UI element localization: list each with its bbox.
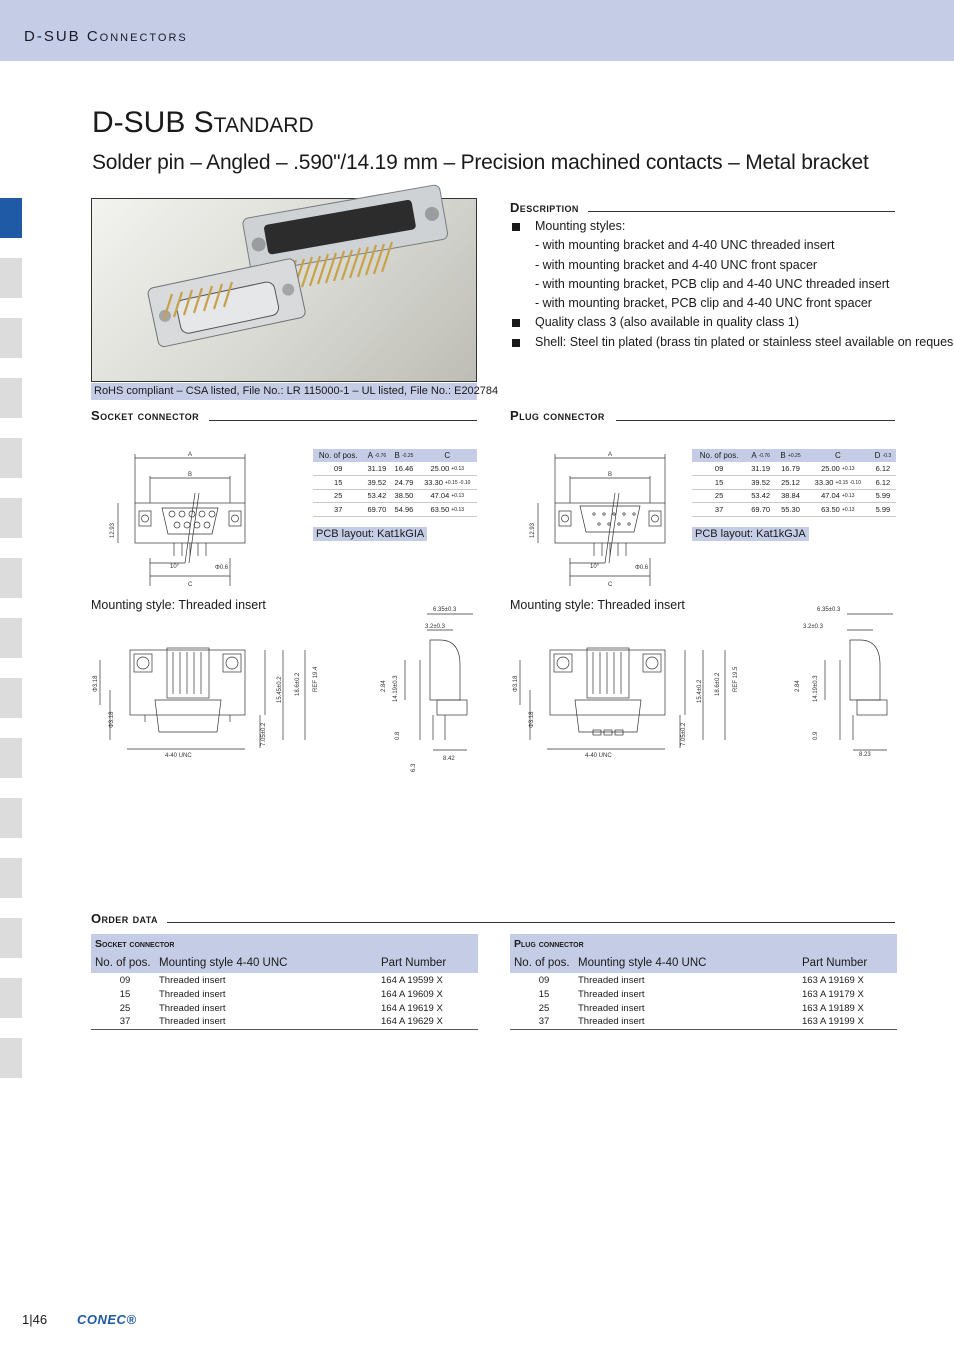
side-tab[interactable] (0, 918, 22, 958)
dim-label-s1: 6.35±0.3 (817, 607, 841, 613)
dim-label-s3: 2.84 (795, 680, 801, 692)
socket-pcb-layout: PCB layout: Kat1kGIA (313, 527, 427, 541)
description-item: Shell: Steel tin plated (brass tin plated or stainless steel available on reques (510, 333, 954, 352)
side-tab[interactable] (0, 558, 22, 598)
table-row: 09 31.19 16.79 25.00 +0.13 6.12 (692, 462, 896, 476)
column-header: No. of pos. (313, 449, 363, 462)
side-tab[interactable] (0, 438, 22, 478)
plug-dimension-table (692, 449, 896, 517)
column-header: No. of pos. (510, 953, 574, 973)
conec-logo: CONEC® (77, 1312, 137, 1327)
plug-front-drawing (520, 448, 680, 590)
side-tab-active[interactable] (0, 198, 22, 238)
socket-heading: Socket connector (91, 408, 200, 423)
dim-label-angle: 10° (590, 564, 600, 570)
side-tab[interactable] (0, 498, 22, 538)
dim-label-d1: Φ3.18 (513, 675, 519, 692)
table-row: 09 31.19 16.46 25.00 +0.13 (313, 462, 477, 476)
dim-label-d2: Φ3.18 (109, 711, 115, 728)
order-group-title: Plug connector (510, 934, 897, 953)
table-row: 09 Threaded insert 164 A 19599 X (91, 973, 478, 987)
dim-label-a: A (608, 452, 613, 458)
table-row: 25 53.42 38.84 47.04 +0.13 5.99 (692, 489, 896, 503)
description-item: Quality class 3 (also available in quality class 1) (510, 313, 954, 332)
description-subitem: - with mounting bracket, PCB clip and 4-40 UNC threaded insert (535, 276, 890, 291)
column-header: No. of pos. (692, 449, 746, 462)
dim-label-angle: 10° (170, 564, 180, 570)
dim-label-w3: REF 19.4 (313, 666, 319, 692)
table-row: 15 39.52 24.79 33.30 +0.15 -0.10 (313, 476, 477, 490)
page-title: D-SUB Standard (92, 106, 314, 139)
plug-heading: Plug connector (510, 408, 605, 423)
dim-label-s5: 0.8 (395, 731, 401, 740)
part-number: 163 A 19189 X (802, 1002, 864, 1014)
side-tab[interactable] (0, 978, 22, 1018)
dim-label-c: C (188, 582, 193, 588)
dim-label-w4: 7.05±0.2 (681, 722, 687, 746)
side-tab[interactable] (0, 678, 22, 718)
dim-label-s6: 8.42 (443, 756, 455, 762)
side-tab[interactable] (0, 1038, 22, 1078)
table-row: 25 53.42 38.50 47.04 +0.13 (313, 489, 477, 503)
dim-label-b: B (608, 472, 613, 478)
socket-front-drawing (100, 448, 260, 590)
dim-label-h: 12.93 (110, 522, 116, 538)
part-number: 164 A 19609 X (381, 988, 443, 1000)
description-list (510, 217, 954, 352)
socket-dimension-table (313, 449, 477, 517)
table-row: 37 Threaded insert 163 A 19199 X (510, 1015, 897, 1029)
connector-illustration (92, 199, 478, 383)
dim-label-w1: 15.45±0.2 (277, 676, 283, 703)
column-header: C (806, 449, 870, 462)
order-heading: Order data (91, 911, 158, 926)
table-row: 37 69.70 54.96 63.50 +0.13 (313, 503, 477, 517)
dim-label-dia: Φ0.6 (635, 565, 649, 571)
dim-label-unc: 4-40 UNC (585, 753, 612, 759)
table-row: 15 Threaded insert 163 A 19179 X (510, 987, 897, 1001)
dim-label-c: C (608, 582, 613, 588)
column-header: Part Number (377, 953, 478, 973)
column-header: A -0.76 (363, 449, 390, 462)
bullet-icon (512, 223, 520, 231)
section-divider (616, 420, 895, 421)
description-item: Mounting styles: (510, 217, 954, 236)
section-divider (167, 922, 895, 923)
product-photo (91, 198, 477, 382)
side-tab[interactable] (0, 618, 22, 658)
dim-label-unc: 4-40 UNC (165, 753, 192, 759)
column-header: B +0.25 (775, 449, 806, 462)
table-row: 25 Threaded insert 164 A 19619 X (91, 1001, 478, 1015)
table-row: 37 Threaded insert 164 A 19629 X (91, 1015, 478, 1029)
description-subitem: - with mounting bracket and 4-40 UNC front spacer (535, 257, 818, 272)
column-header: B -0.25 (390, 449, 417, 462)
plug-order-table (510, 934, 897, 1030)
dim-label-dia: Φ0.6 (215, 565, 229, 571)
table-header-row (313, 449, 477, 462)
plug-pcb-layout: PCB layout: Kat1kGJA (692, 527, 809, 541)
description-subitem: - with mounting bracket, PCB clip and 4-40 UNC front spacer (535, 296, 872, 311)
section-title: D-SUB Connectors (24, 28, 188, 45)
order-group-title: Socket connector (91, 934, 478, 953)
description-heading: Description (510, 200, 579, 215)
table-header-row (692, 449, 896, 462)
dim-label-s3: 2.84 (381, 680, 387, 692)
side-tab[interactable] (0, 858, 22, 898)
page-subtitle: Solder pin – Angled – .590"/14.19 mm – Precision machined contacts – Metal bracket (92, 151, 869, 174)
dim-label-a: A (188, 452, 193, 458)
bullet-icon (512, 339, 520, 347)
plug-mounting-side-drawing (795, 600, 905, 770)
socket-mounting-caption: Mounting style: Threaded insert (91, 598, 266, 612)
socket-mounting-side-drawing (381, 600, 485, 775)
column-header: Part Number (798, 953, 897, 973)
part-number: 164 A 19629 X (377, 1015, 478, 1029)
table-row: 15 39.52 25.12 33.30 +0.15 -0.10 6.12 (692, 476, 896, 490)
bullet-icon (512, 319, 520, 327)
part-number: 163 A 19179 X (802, 988, 864, 1000)
side-tab[interactable] (0, 798, 22, 838)
part-number: 164 A 19619 X (381, 1002, 443, 1014)
plug-mounting-front-drawing (505, 630, 745, 765)
page-number: 1|46 (22, 1312, 48, 1327)
side-tab[interactable] (0, 318, 22, 358)
section-divider (588, 211, 895, 212)
dim-label-s2: 3.2±0.3 (425, 624, 445, 630)
socket-order-table (91, 934, 478, 1030)
dim-label-w2: 18.6±0.2 (715, 672, 721, 696)
dim-label-s1: 6.35±0.3 (433, 607, 457, 613)
column-header: A -0.76 (746, 449, 775, 462)
dim-label-b: B (188, 472, 193, 478)
dim-label-d2: Φ3.18 (529, 711, 535, 728)
side-tab[interactable] (0, 258, 22, 298)
plug-mounting-caption: Mounting style: Threaded insert (510, 598, 685, 612)
socket-mounting-front-drawing (85, 630, 325, 765)
dim-label-h: 12.93 (530, 522, 536, 538)
dim-label-w3: REF 19.5 (733, 666, 739, 692)
table-row: 37 69.70 55.30 63.50 +0.13 5.99 (692, 503, 896, 517)
dim-label-s5: 0.9 (813, 731, 819, 740)
description-subitem: - with mounting bracket and 4-40 UNC threaded insert (535, 238, 835, 253)
column-header: Mounting style 4-40 UNC (155, 953, 377, 973)
dim-label-s4: 14.19±0.3 (393, 675, 399, 702)
column-header: D -0.3 (870, 449, 896, 462)
part-number: 164 A 19599 X (381, 974, 443, 986)
table-row: 15 Threaded insert 164 A 19609 X (91, 987, 478, 1001)
dim-label-w4: 7.05±0.2 (261, 722, 267, 746)
rohs-note: RoHS compliant – CSA listed, File No.: LR 115000-1 – UL listed, File No.: E202784 (91, 383, 477, 400)
table-row: 09 Threaded insert 163 A 19169 X (510, 973, 897, 987)
column-header: No. of pos. (91, 953, 155, 973)
column-header: C (418, 449, 477, 462)
dim-label-s4: 14.19±0.3 (813, 675, 819, 702)
dim-label-w1: 15.4±0.2 (697, 679, 703, 703)
part-number: 163 A 19169 X (802, 974, 864, 986)
table-row: 25 Threaded insert 163 A 19189 X (510, 1001, 897, 1015)
dim-label-d1: Φ3.18 (93, 675, 99, 692)
dim-label-s7: 6.3 (411, 763, 417, 772)
section-divider (209, 420, 477, 421)
dim-label-s6: 8.23 (859, 752, 871, 758)
column-header: Mounting style 4-40 UNC (574, 953, 798, 973)
side-tab[interactable] (0, 738, 22, 778)
side-tab[interactable] (0, 378, 22, 418)
header-band (0, 0, 954, 61)
dim-label-w2: 18.6±0.2 (295, 672, 301, 696)
part-number: 163 A 19199 X (798, 1015, 897, 1029)
dim-label-s2: 3.2±0.3 (803, 624, 823, 630)
